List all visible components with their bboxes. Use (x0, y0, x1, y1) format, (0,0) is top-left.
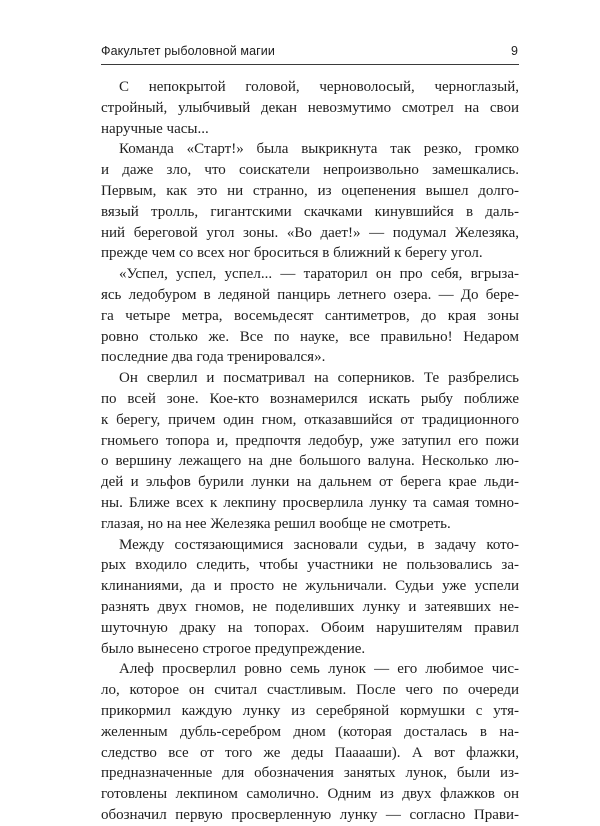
text-line: о вершину лежащего на дне большого валуна. Несколько лю- (101, 453, 519, 470)
header-divider (101, 64, 519, 65)
book-title: Факультет рыболовной магии (101, 44, 275, 58)
text-line: прежде чем со всех ног броситься в ближний к берегу угол. (101, 245, 483, 262)
text-line: ло, которое он считал счастливым. После чего по очереди (101, 682, 519, 699)
text-line: последние два года тренировался». (101, 349, 326, 366)
text-line: глазая, но на нее Железяка решил вообще не смотреть. (101, 515, 451, 532)
text-line: клинаниями, да и просто не жульничали. Судьи уже успели (101, 578, 519, 595)
text-line: и даже зло, что соискатели непроизвольно замешкались. (101, 162, 519, 179)
text-line: «Успел, успел, успел... — тараторил он про себя, вгрыза- (119, 266, 519, 283)
text-line: ясь ледобуром в ледяной панцирь летнего озера. — До бере- (101, 286, 519, 303)
text-line: стройный, улыбчивый декан невозмутимо смотрел на свои (101, 99, 519, 116)
text-line: обозначил первую просверленную лунку — согласно Прави- (101, 806, 519, 823)
body-text (101, 77, 519, 826)
text-line: прикормил каждую лунку из серебряной кормушки с утя- (101, 702, 519, 719)
text-line: Первым, как это ни странно, из оцепенения вышел долго- (101, 182, 519, 199)
text-line: по всей зоне. Кое-кто вознамерился искать рыбу поближе (101, 390, 519, 407)
text-line: разнять двух гномов, не поделивших лунку и затеявших не- (101, 598, 519, 615)
text-line: вязый тролль, гигантскими скачками кинувшийся в даль- (101, 203, 519, 220)
text-line: готовлены лекпином самолично. Одним из двух флажков он (101, 786, 519, 803)
text-line: наручные часы... (101, 120, 209, 137)
text-line: желенным дубль-серебром дном (которая досталась в на- (101, 723, 519, 740)
text-line: Команда «Старт!» была выкрикнута так резко, громко (119, 141, 519, 158)
text-line: рых входило следить, чтобы участники не пользовались за- (101, 557, 519, 574)
text-line: Между состязающимися засновали судьи, в задачу кото- (119, 536, 519, 553)
page-number: 9 (510, 44, 518, 58)
text-line: к берегу, причем один гном, отказавшийся от традиционного (101, 411, 519, 428)
text-line: Алеф просверлил ровно семь лунок — его любимое чис- (119, 661, 519, 678)
text-line: ны. Ближе всех к лекпину просверлила лунку та самая томно- (101, 494, 519, 511)
text-line: шуточную драку на топорах. Обоим нарушителям правил (101, 619, 519, 636)
text-line: гномьего топора и, предпочтя ледобур, уже затупил его пожи (101, 432, 519, 449)
text-line: Он сверлил и посматривал на соперников. Те разбрелись (119, 370, 519, 387)
running-header (101, 44, 518, 66)
text-line: ровно столько же. Все по науке, все правильно! Недаром (101, 328, 519, 345)
text-line: предназначенные для обозначения занятых лунок, были из- (101, 765, 519, 782)
text-line: следство все от того же деды Пааааши). А вот флажки, (101, 744, 519, 761)
text-line: дей и эльфов бурили лунки на дальнем от берега крае льди- (101, 474, 519, 491)
text-line: га четыре метра, восемьдесят сантиметров, до края зоны (101, 307, 519, 324)
text-line: С непокрытой головой, черноволосый, черноглазый, (119, 79, 519, 95)
text-line: ний береговой угол зоны. «Во дает!» — подумал Железяка, (101, 224, 519, 241)
text-line: было вынесено строгое предупреждение. (101, 640, 366, 657)
